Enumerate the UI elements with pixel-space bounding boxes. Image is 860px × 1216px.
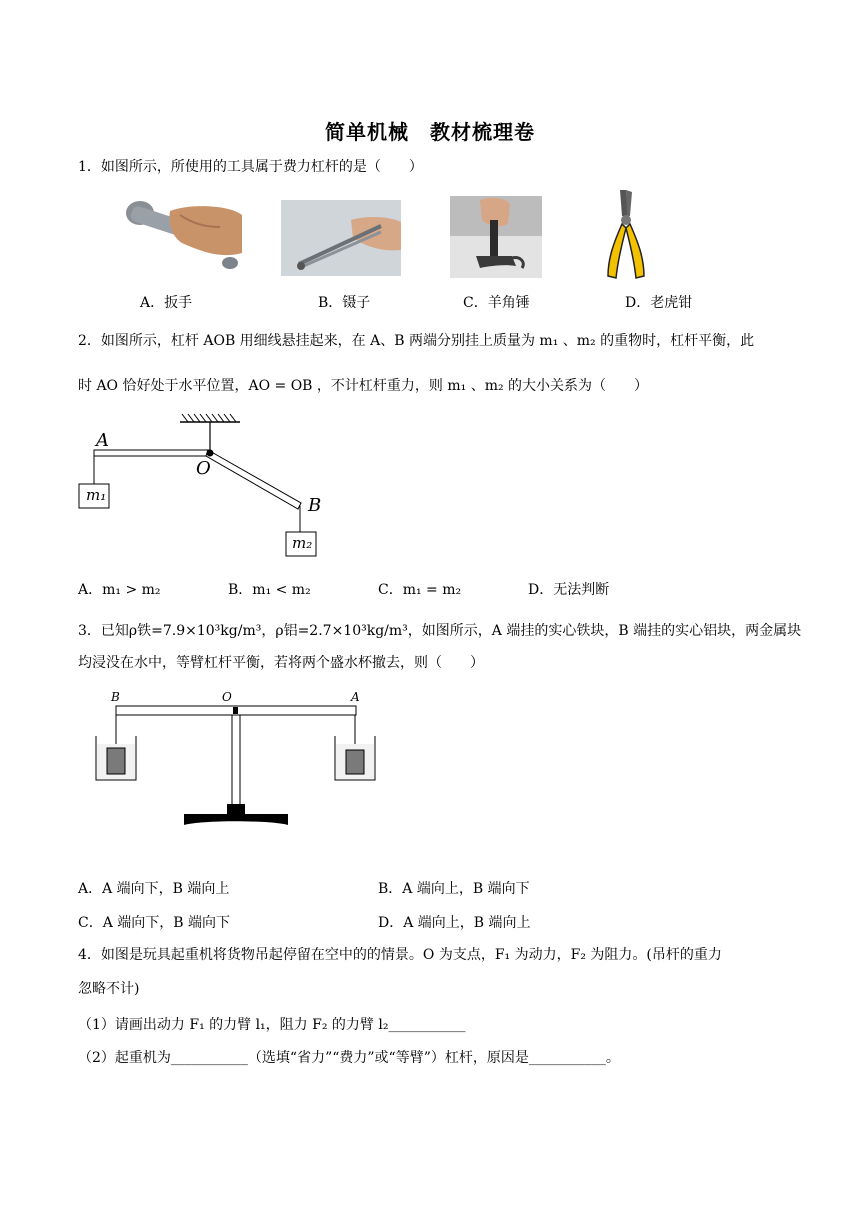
question-3-option-d: D．A 端向上，B 端向上 (378, 915, 531, 931)
equal-arm-lever-diagram (90, 688, 380, 828)
question-4-stem-line-1: 4．如图是玩具起重机将货物吊起停留在空中的的情景。O 为支点，F₁ 为动力，F₂ 为阻力。(吊杆的重力 (78, 947, 722, 963)
claw-hammer-image (450, 196, 542, 278)
question-2-stem-line-2: 时 AO 恰好处于水平位置，AO = OB ，不计杠杆重力，则 m₁ 、m₂ 的大小关系为（ ） (78, 378, 649, 394)
label-o: O (222, 690, 232, 704)
label-b: B (111, 690, 120, 704)
wrench-image (120, 193, 245, 275)
label-b: B (308, 495, 322, 516)
label-o: O (196, 458, 211, 479)
box-m2-label: m₂ (292, 534, 313, 552)
tweezers-image (281, 200, 401, 276)
question-1-option-b: B．镊子 (318, 295, 371, 311)
question-1-stem: 1．如图所示，所使用的工具属于费力杠杆的是（ ） (78, 159, 423, 175)
question-2-option-b: B．m₁ < m₂ (228, 582, 311, 598)
question-3-option-b: B．A 端向上，B 端向下 (378, 881, 530, 897)
question-1-option-a: A．扳手 (140, 295, 193, 311)
question-2-option-d: D．无法判断 (528, 582, 610, 598)
question-3-stem-line-2: 均浸没在水中，等臂杠杆平衡，若将两个盛水杯撤去，则（ ） (78, 655, 484, 671)
box-m1-label: m₁ (86, 486, 107, 504)
question-1-option-c: C．羊角锤 (463, 295, 530, 311)
question-4-sub-1: （1）请画出动力 F₁ 的力臂 l₁，阻力 F₂ 的力臂 l₂___________ (78, 1017, 466, 1033)
pliers-image (600, 186, 650, 280)
question-1-option-d: D．老虎钳 (625, 295, 693, 311)
question-2-stem-line-1: 2．如图所示，杠杆 AOB 用细线悬挂起来，在 A、B 两端分别挂上质量为 m₁ 、m₂ 的重物时，杠杆平衡，此 (78, 333, 755, 349)
label-a: A (96, 430, 109, 451)
question-3-stem-line-1: 3．已知ρ铁=7.9×10³kg/m³，ρ铝=2.7×10³kg/m³，如图所示，A 端挂的实心铁块，B 端挂的实心铝块，两金属块 (78, 623, 802, 639)
question-4-sub-2: （2）起重机为___________（选填“省力”“费力”或“等臂”）杠杆，原因是___________。 (78, 1050, 620, 1066)
label-a: A (351, 690, 360, 704)
page-title: 简单机械 教材梳理卷 (325, 120, 535, 144)
question-3-option-a: A．A 端向下，B 端向上 (78, 881, 230, 897)
question-2-option-c: C．m₁ = m₂ (378, 582, 462, 598)
question-3-option-c: C．A 端向下，B 端向下 (78, 915, 231, 931)
question-4-stem-line-2: 忽略不计) (78, 981, 140, 997)
question-2-option-a: A．m₁ > m₂ (78, 582, 161, 598)
